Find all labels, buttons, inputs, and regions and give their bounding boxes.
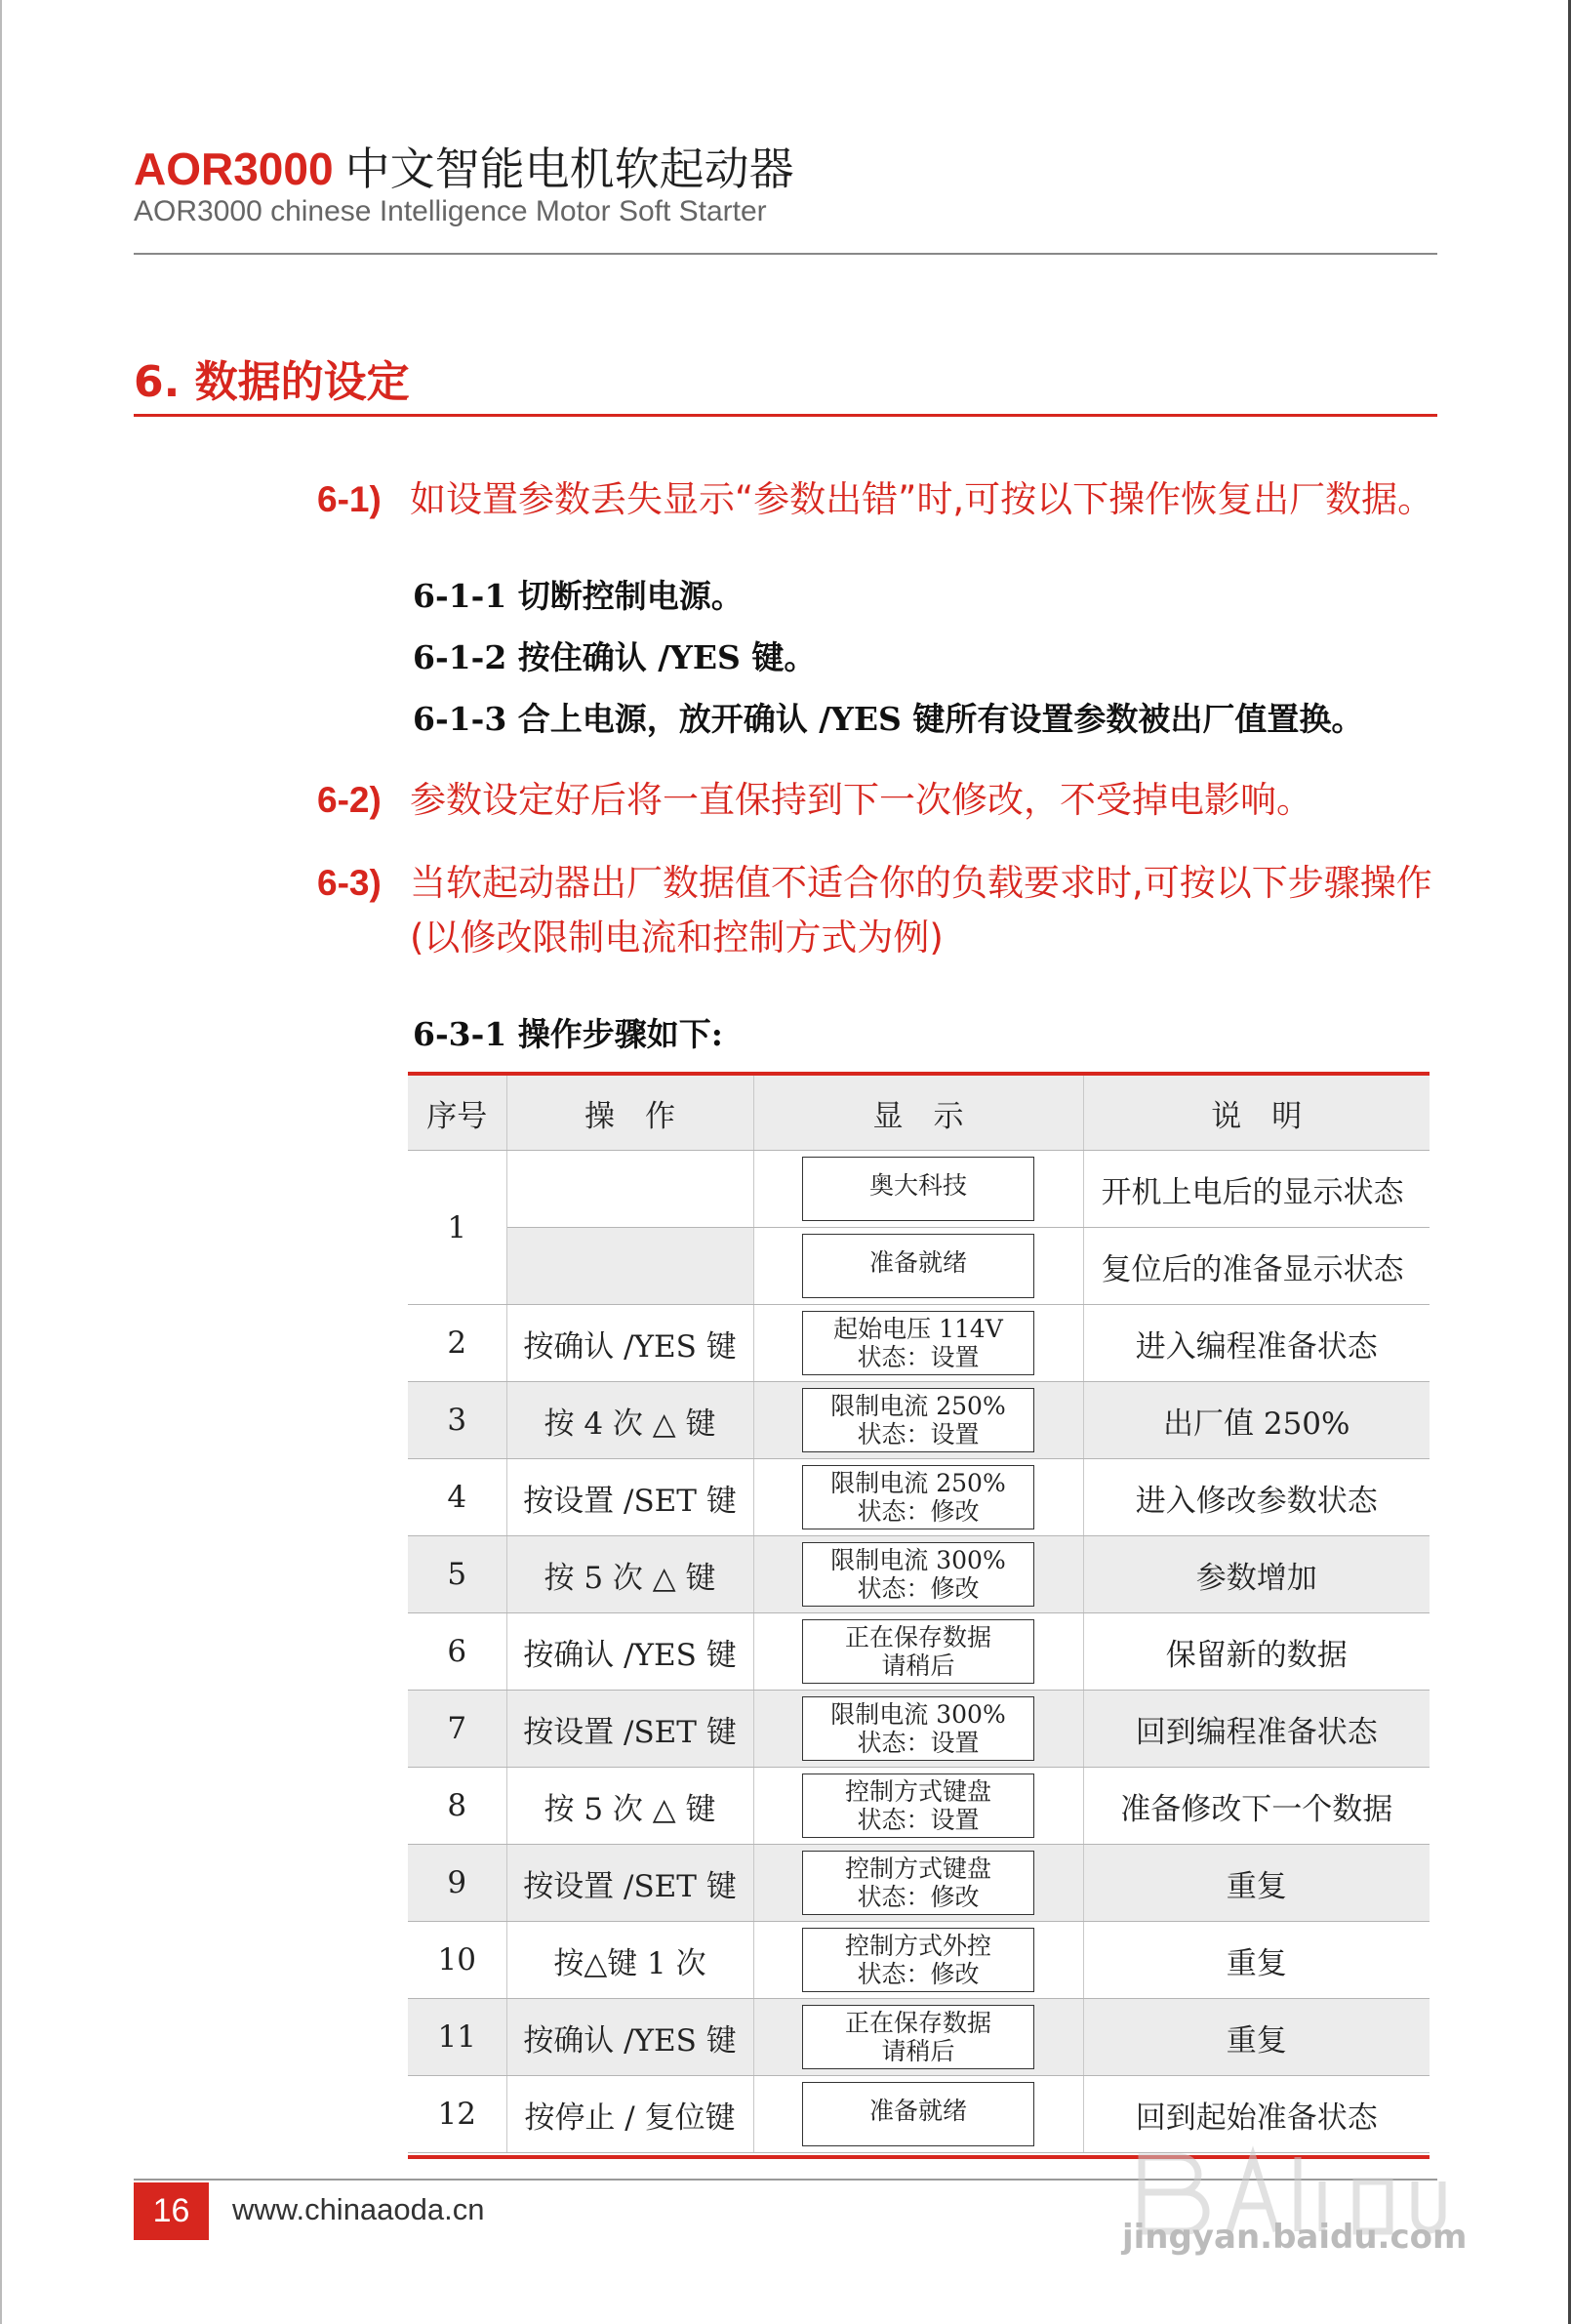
operation-cell: 按设置 /SET 键 (506, 1691, 753, 1768)
header-operation: 操 作 (506, 1076, 753, 1151)
item-text: 当软起动器出厂数据值不适合你的负载要求时,可按以下步骤操作(以修改限制电流和控制方式为例) (410, 862, 1432, 958)
seq-cell: 5 (408, 1536, 506, 1613)
step-6-1-2: 6-1-2 按住确认 /YES 键。 (413, 638, 817, 676)
display-box (802, 2082, 1034, 2146)
seq-cell: 7 (408, 1691, 506, 1768)
document-title (134, 134, 794, 198)
display-line: 状态：修改 (857, 1574, 980, 1603)
description-cell: 回到编程准备状态 (1083, 1691, 1430, 1768)
item-number: 6-2) (317, 780, 382, 820)
table-row (408, 1536, 1430, 1613)
seq-cell: 6 (408, 1613, 506, 1691)
description-cell: 复位后的准备显示状态 (1083, 1228, 1430, 1305)
display-box (802, 1388, 1034, 1452)
display-box (802, 1465, 1034, 1529)
display-cell (753, 1382, 1083, 1459)
display-line: 状态：修改 (857, 1883, 980, 1911)
display-cell (753, 2076, 1083, 2153)
page-number: 16 (134, 2182, 209, 2240)
seq-cell: 10 (408, 1922, 506, 1999)
display-line: 状态：设置 (857, 1806, 980, 1834)
seq-cell: 2 (408, 1305, 506, 1382)
seq-cell: 9 (408, 1845, 506, 1922)
operation-cell: 按△键 1 次 (506, 1922, 753, 1999)
operation-cell: 按 5 次 △ 键 (506, 1536, 753, 1613)
display-line: 控制方式键盘 (844, 1777, 991, 1806)
display-line: 准备就绪 (868, 2097, 967, 2125)
seq-cell: 1 (408, 1151, 506, 1305)
display-line: 状态：设置 (857, 1420, 980, 1448)
display-line: 控制方式外控 (844, 1932, 991, 1960)
description-cell: 参数增加 (1083, 1536, 1430, 1613)
operation-cell: 按设置 /SET 键 (506, 1845, 753, 1922)
table-row (408, 1845, 1430, 1922)
description-cell: 进入修改参数状态 (1083, 1459, 1430, 1536)
section-divider (134, 414, 1437, 417)
display-line: 状态：修改 (857, 1497, 980, 1526)
table-row (408, 1922, 1430, 1999)
item-text: 如设置参数丢失显示“参数出错”时,可按以下操作恢复出厂数据。 (410, 478, 1434, 520)
display-cell (753, 1691, 1083, 1768)
display-line: 正在保存数据 (844, 1623, 991, 1651)
operation-cell: 按停止 / 复位键 (506, 2076, 753, 2153)
display-line: 准备就绪 (868, 1248, 967, 1277)
display-box (802, 1311, 1034, 1375)
display-line: 限制电流 300% (830, 1700, 1006, 1729)
table-row (408, 1613, 1430, 1691)
table-row (408, 1459, 1430, 1536)
display-line: 状态：修改 (857, 1960, 980, 1988)
display-cell (753, 1536, 1083, 1613)
display-cell (753, 1151, 1083, 1228)
description-cell: 出厂值 250% (1083, 1382, 1430, 1459)
item-text: 参数设定好后将一直保持到下一次修改，不受掉电影响。 (410, 779, 1312, 821)
table-row (408, 1151, 1430, 1228)
seq-cell: 4 (408, 1459, 506, 1536)
display-line: 正在保存数据 (844, 2009, 991, 2037)
display-box (802, 1774, 1034, 1838)
display-cell (753, 1999, 1083, 2076)
description-cell: 进入编程准备状态 (1083, 1305, 1430, 1382)
footer-url: www.chinaaoda.cn (232, 2192, 485, 2226)
display-box (802, 1234, 1034, 1298)
description-cell: 回到起始准备状态 (1083, 2076, 1430, 2153)
description-cell: 重复 (1083, 1999, 1430, 2076)
step-6-1-1: 6-1-1 切断控制电源。 (413, 577, 744, 615)
operation-cell: 按设置 /SET 键 (506, 1459, 753, 1536)
display-line: 控制方式键盘 (844, 1855, 991, 1883)
display-box (802, 1157, 1034, 1221)
display-cell (753, 1613, 1083, 1691)
description-cell: 开机上电后的显示状态 (1083, 1151, 1430, 1228)
display-line: 请稍后 (881, 2037, 955, 2065)
display-box (802, 2005, 1034, 2069)
display-cell (753, 1459, 1083, 1536)
seq-cell: 11 (408, 1999, 506, 2076)
section-title: 6. 数据的设定 (134, 357, 410, 407)
display-cell (753, 1228, 1083, 1305)
operation-cell: 按确认 /YES 键 (506, 1613, 753, 1691)
display-line: 状态：设置 (857, 1729, 980, 1757)
header-seq: 序号 (408, 1076, 506, 1151)
display-line: 状态：设置 (857, 1343, 980, 1371)
display-line: 起始电压 114V (833, 1315, 1003, 1343)
display-cell (753, 1845, 1083, 1922)
display-line: 奥大科技 (868, 1171, 967, 1200)
step-6-3-1: 6-3-1 操作步骤如下: (413, 1015, 723, 1053)
item-number: 6-1) (317, 479, 382, 519)
operation-steps-table (408, 1076, 1430, 2153)
table-row (408, 1768, 1430, 1845)
display-box (802, 1851, 1034, 1915)
display-line: 限制电流 250% (830, 1392, 1006, 1420)
title-cn: 中文智能电机软起动器 (344, 143, 794, 195)
display-box (802, 1696, 1034, 1761)
display-box (802, 1542, 1034, 1607)
header-display: 显 示 (753, 1076, 1083, 1151)
operation-cell (506, 1151, 753, 1228)
description-cell: 保留新的数据 (1083, 1613, 1430, 1691)
display-line: 限制电流 300% (830, 1546, 1006, 1574)
display-box (802, 1619, 1034, 1684)
document-subtitle: AOR3000 chinese Intelligence Motor Soft Starter (134, 195, 767, 227)
display-line: 限制电流 250% (830, 1469, 1006, 1497)
description-cell: 准备修改下一个数据 (1083, 1768, 1430, 1845)
table-row (408, 1228, 1430, 1305)
table-row (408, 1382, 1430, 1459)
operation-cell (506, 1228, 753, 1305)
brand-name: AOR3000 (134, 143, 334, 194)
header-description: 说 明 (1083, 1076, 1430, 1151)
description-cell: 重复 (1083, 1922, 1430, 1999)
description-cell: 重复 (1083, 1845, 1430, 1922)
item-number: 6-3) (317, 863, 382, 903)
display-cell (753, 1768, 1083, 1845)
display-line: 请稍后 (881, 1651, 955, 1680)
display-cell (753, 1922, 1083, 1999)
seq-cell: 12 (408, 2076, 506, 2153)
watermark-text: jingyan.baidu.com (1122, 2218, 1468, 2257)
operation-cell: 按确认 /YES 键 (506, 1305, 753, 1382)
step-6-1-3: 6-1-3 合上电源，放开确认 /YES 键所有设置参数被出厂值置换。 (413, 700, 1364, 738)
display-cell (753, 1305, 1083, 1382)
table-row (408, 1999, 1430, 2076)
page-left-edge (0, 0, 2, 2324)
seq-cell: 3 (408, 1382, 506, 1459)
operation-cell: 按 5 次 △ 键 (506, 1768, 753, 1845)
operation-cell: 按确认 /YES 键 (506, 1999, 753, 2076)
operation-cell: 按 4 次 △ 键 (506, 1382, 753, 1459)
display-box (802, 1928, 1034, 1992)
table-row (408, 1305, 1430, 1382)
header-divider (134, 253, 1437, 255)
table-row (408, 1691, 1430, 1768)
seq-cell: 8 (408, 1768, 506, 1845)
